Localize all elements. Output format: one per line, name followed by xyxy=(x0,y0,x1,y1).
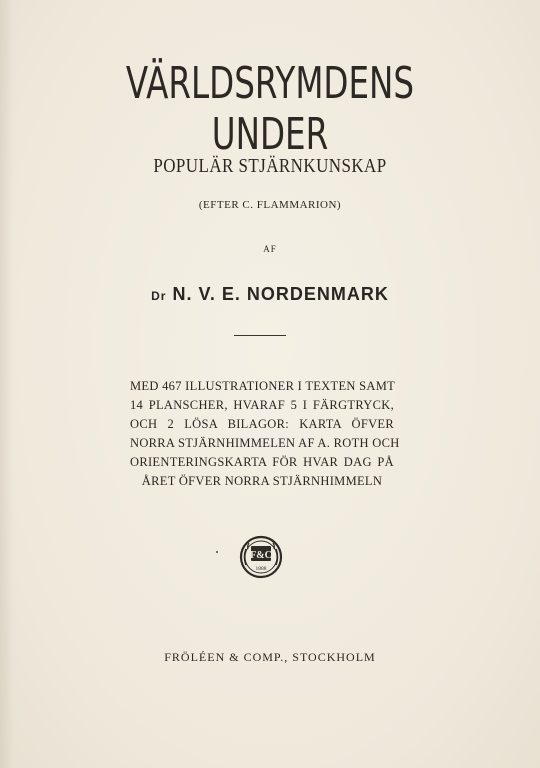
book-subtitle: POPULÄR STJÄRNKUNSKAP xyxy=(153,155,387,177)
divider-rule xyxy=(234,335,286,336)
description-line: OCH 2 LÖSA BILAGOR: KARTA ÖFVER xyxy=(130,417,394,431)
publisher-seal-icon xyxy=(237,533,285,581)
description-line: ORIENTERINGSKARTA FÖR HVAR DAG PÅ xyxy=(130,455,394,469)
description-line: ÅRET ÖFVER NORRA STJÄRNHIMMELN xyxy=(141,474,383,488)
description-line: NORRA STJÄRNHIMMELEN AF A. ROTH OCH xyxy=(130,436,400,450)
publisher: FRÖLÉEN & COMP., STOCKHOLM xyxy=(164,650,376,664)
description-line: MED 467 ILLUSTRATIONER I TEXTEN SAMT xyxy=(130,379,396,393)
ink-speck xyxy=(216,551,218,553)
seal-year: 1888 xyxy=(255,566,267,572)
after-credit: (EFTER C. FLAMMARION) xyxy=(198,199,342,211)
description-line: 14 PLANSCHER, HVARAF 5 I FÄRGTRYCK, xyxy=(130,398,394,412)
author-prefix: Dr xyxy=(151,289,167,303)
seal-monogram: F&C xyxy=(250,550,272,561)
by-line: AF xyxy=(263,244,277,254)
author-name: N. V. E. NORDENMARK xyxy=(172,284,389,304)
book-title: VÄRLDSRYMDENS UNDER xyxy=(125,58,415,160)
author xyxy=(0,284,540,305)
description-block xyxy=(130,377,400,491)
